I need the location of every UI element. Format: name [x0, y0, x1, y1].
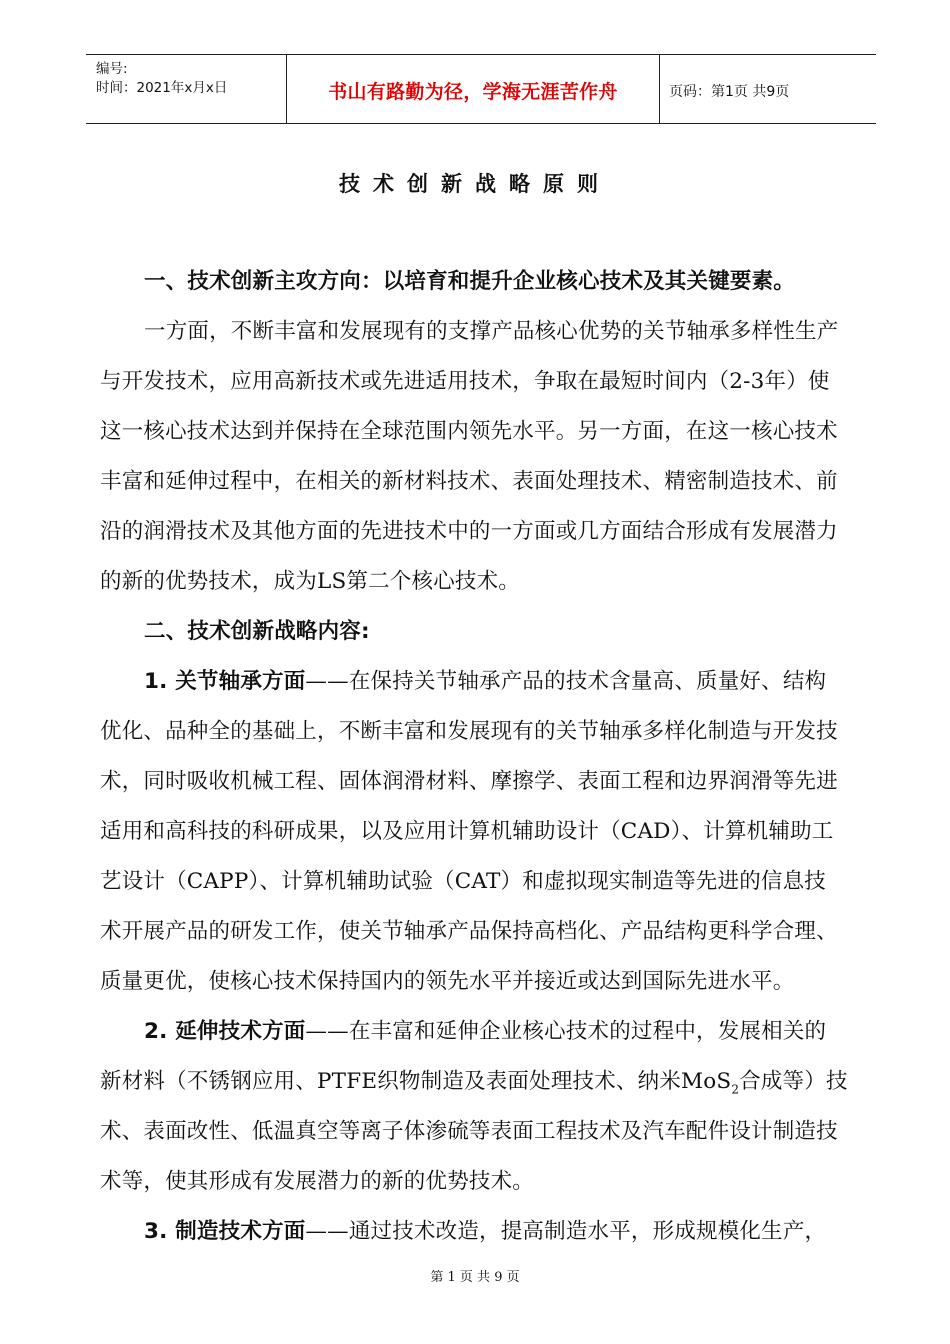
- paragraph-line: 丰富和延伸过程中，在相关的新材料技术、表面处理技术、精密制造技术、前: [100, 469, 838, 494]
- paragraph-line: 与开发技术，应用高新技术或先进适用技术，争取在最短时间内（2-3年）使: [100, 369, 830, 394]
- paragraph-line: 沿的润滑技术及其他方面的先进技术中的一方面或几方面结合形成有发展潜力: [100, 519, 838, 544]
- item1-text: ——在保持关节轴承产品的技术含量高、质量好、结构: [305, 669, 827, 694]
- header-page-label: 页码：第1页 共9页: [669, 84, 790, 100]
- paragraph-line: [100, 1057, 860, 1107]
- number-label: 编号:: [96, 61, 128, 77]
- item2-first-line: [100, 1007, 860, 1057]
- item2-title: 2. 延伸技术方面: [144, 1019, 306, 1044]
- paragraph-line: 艺设计（CAPP）、计算机辅助试验（CAT）和虚拟现实制造等先进的信息技: [100, 869, 827, 894]
- item2-line2-after: 合成等）技: [739, 1069, 848, 1094]
- header-meta: [96, 60, 227, 98]
- paragraph-line: 术开展产品的研发工作，使关节轴承产品保持高档化、产品结构更科学合理、: [100, 919, 838, 944]
- header-motto: 书山有路勤为径，学海无涯苦作舟: [328, 81, 618, 103]
- item1-first-line: [100, 657, 860, 707]
- document-body: [100, 257, 860, 1257]
- header-divider: [659, 55, 660, 123]
- section1-heading: 一、技术创新主攻方向：以培育和提升企业核心技术及其关键要素。: [144, 269, 796, 294]
- paragraph-line: 这一核心技术达到并保持在全球范围内领先水平。另一方面，在这一核心技术: [100, 419, 838, 444]
- page-footer: 第 1 页 共 9 页: [430, 1270, 520, 1285]
- item2-text: ——在丰富和延伸企业核心技术的过程中，发展相关的: [305, 1019, 827, 1044]
- item3-first-line: [100, 1207, 860, 1257]
- paragraph-line: 一方面，不断丰富和发展现有的支撑产品核心优势的关节轴承多样性生产: [144, 319, 839, 344]
- paragraph-line: 术等，使其形成有发展潜力的新的优势技术。: [100, 1169, 535, 1194]
- document-title: 技术创新战略原则: [339, 172, 611, 196]
- subscript: 2: [731, 1082, 740, 1097]
- paragraph-line: 优化、品种全的基础上，不断丰富和发展现有的关节轴承多样化制造与开发技: [100, 719, 838, 744]
- item3-text: ——通过技术改造，提高制造水平，形成规模化生产，: [305, 1219, 827, 1244]
- paragraph-line: 适用和高科技的科研成果，以及应用计算机辅助设计（CAD）、计算机辅助工: [100, 819, 834, 844]
- paragraph-line: 的新的优势技术，成为LS第二个核心技术。: [100, 569, 521, 594]
- item3-title: 3. 制造技术方面: [144, 1219, 306, 1244]
- paragraph-line: 术，同时吸收机械工程、固体润滑材料、摩擦学、表面工程和边界润滑等先进: [100, 769, 838, 794]
- document-header: [86, 54, 876, 124]
- paragraph-line: 质量更优，使核心技术保持国内的领先水平并接近或达到国际先进水平。: [100, 969, 795, 994]
- paragraph-line: 术、表面改性、低温真空等离子体渗硫等表面工程技术及汽车配件设计制造技: [100, 1119, 838, 1144]
- item2-line2-before: 新材料（不锈钢应用、PTFE织物制造及表面处理技术、纳米MoS: [100, 1069, 732, 1094]
- time-label: 时间：2021年x月x日: [96, 80, 228, 96]
- section2-heading: 二、技术创新战略内容:: [144, 619, 370, 644]
- item1-title: 1. 关节轴承方面: [144, 669, 306, 694]
